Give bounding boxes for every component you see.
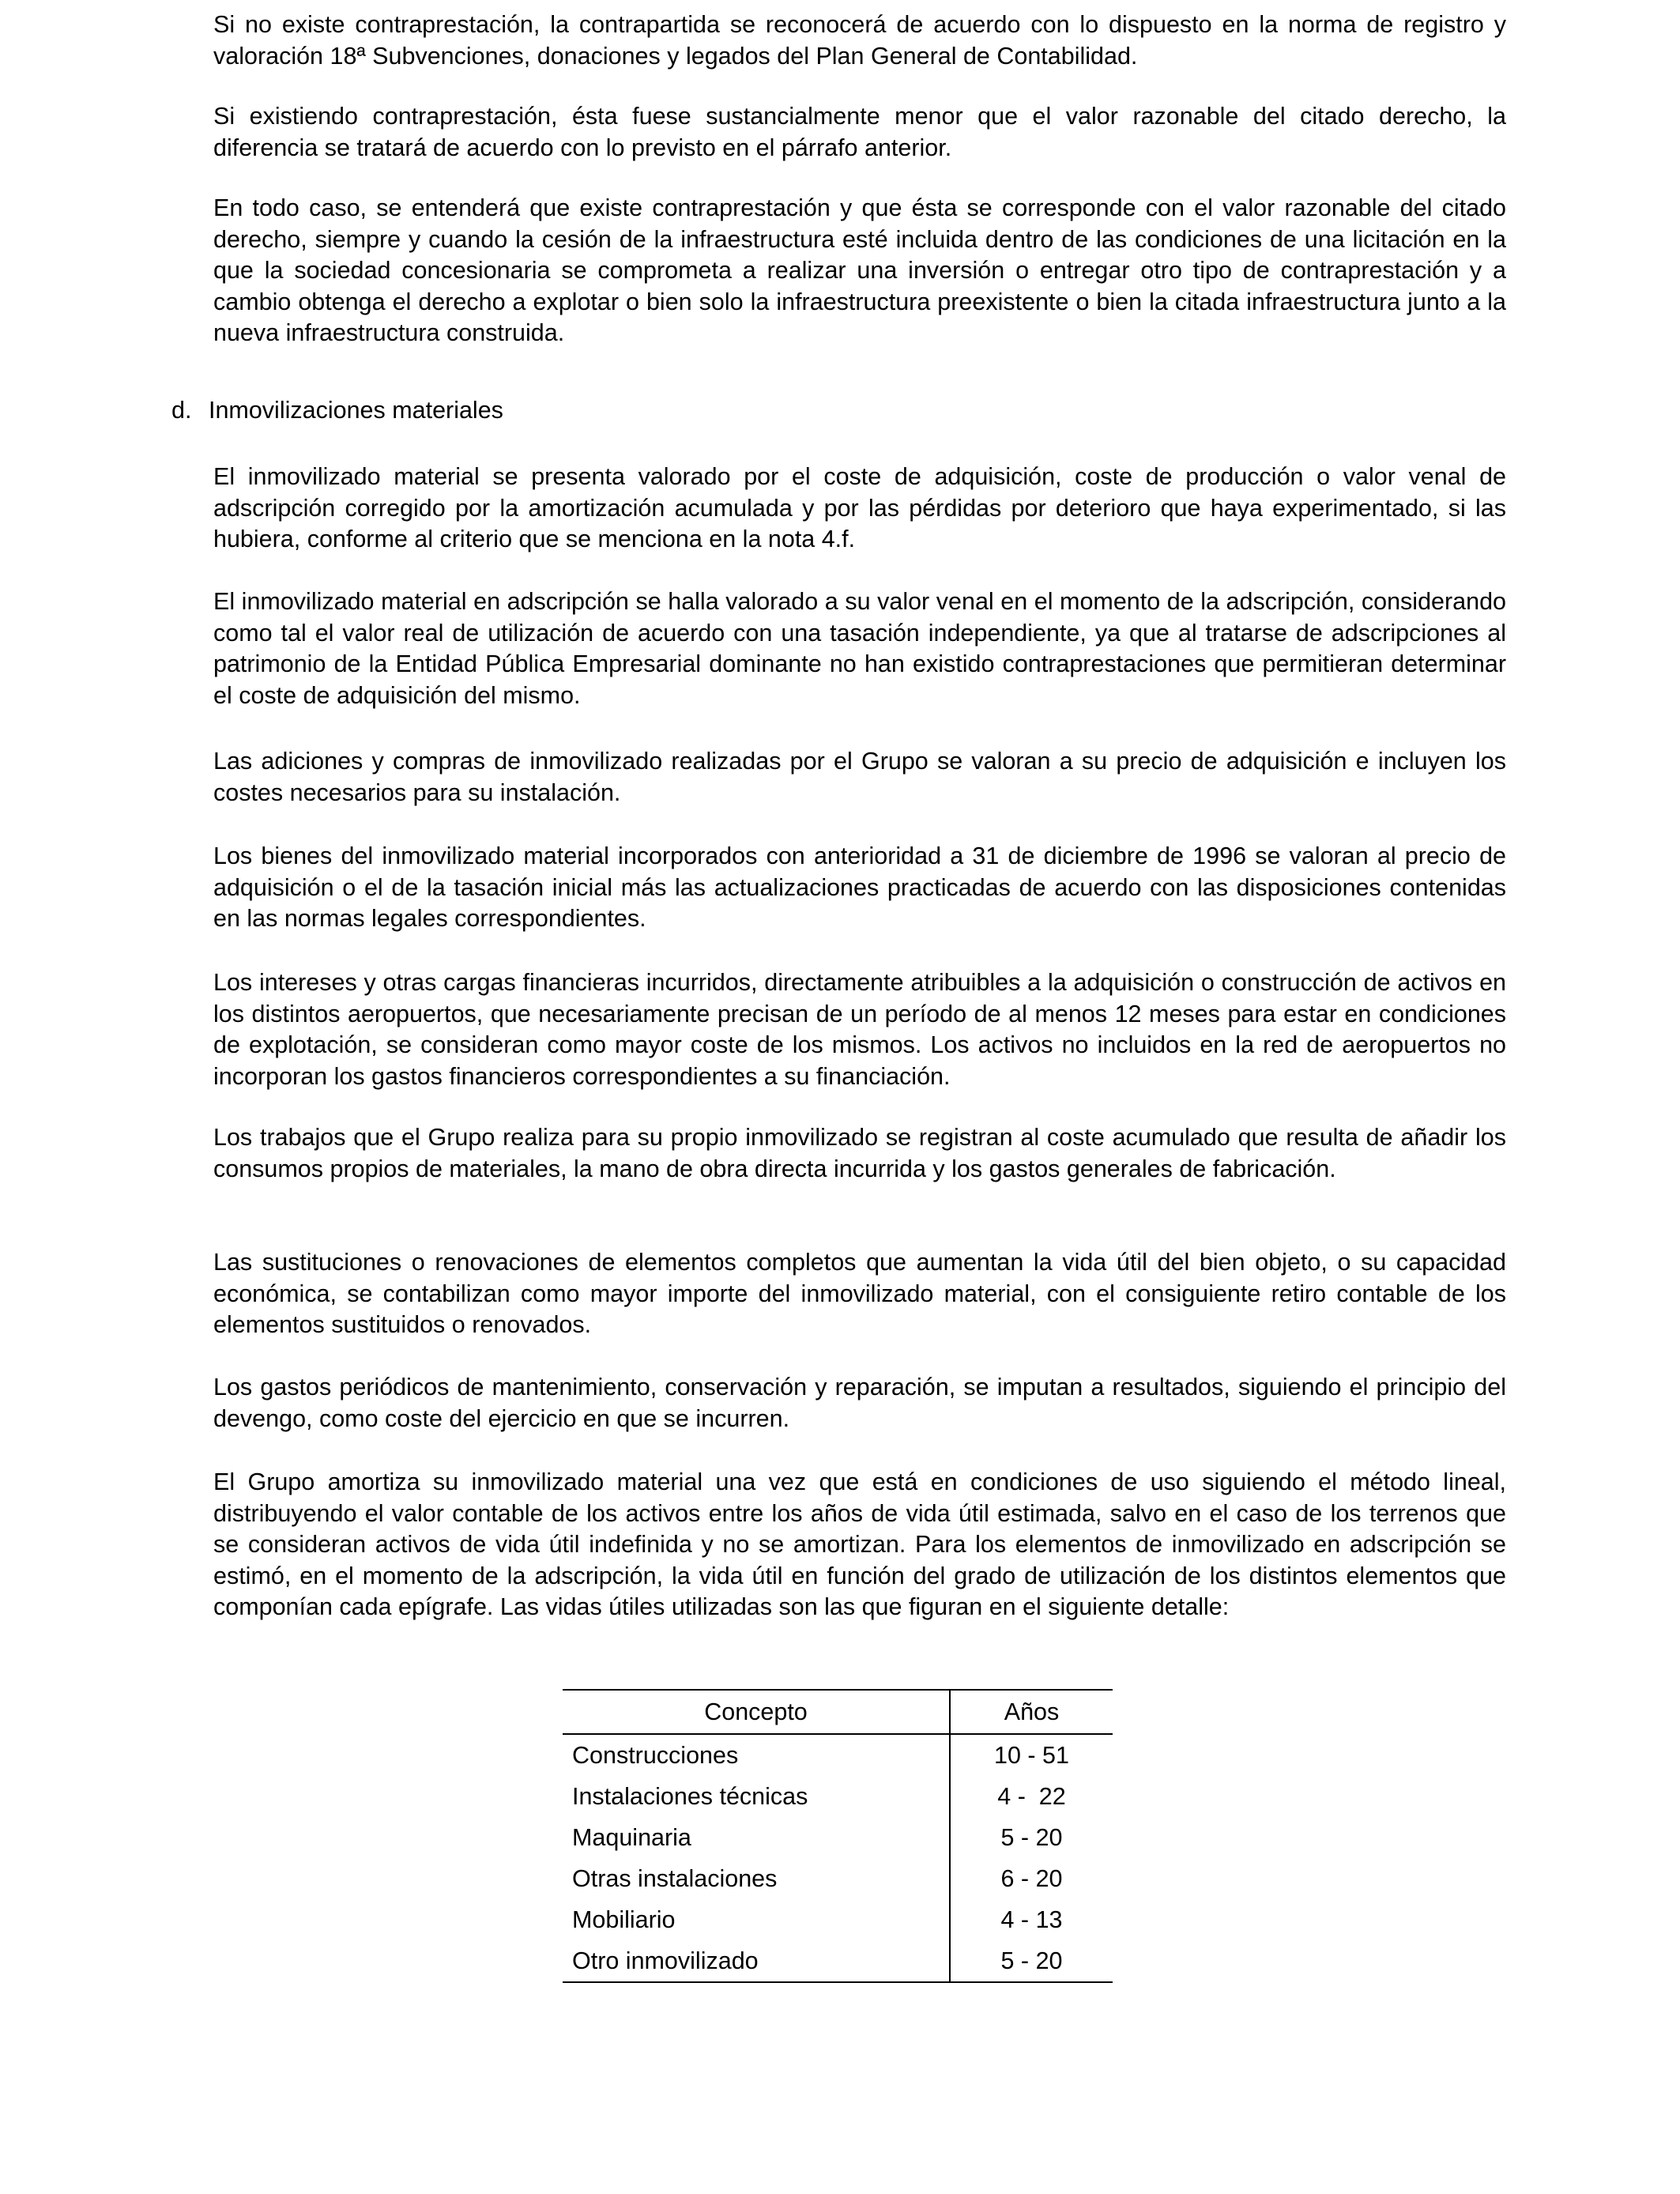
table-row xyxy=(563,1899,1113,1940)
table-row xyxy=(563,1817,1113,1858)
table-row xyxy=(563,1734,1113,1776)
header-concepto: Concepto xyxy=(563,1690,950,1734)
row-concept: Maquinaria xyxy=(572,1824,691,1851)
section-letter: d. xyxy=(171,397,192,424)
table-row xyxy=(563,1940,1113,1982)
paragraph-own-work: Los trabajos que el Grupo realiza para su propio inmovilizado se registran al coste acumulado que resulta de añadir los consumos propios de materiales, la mano de obra directa incurrida y los gastos generales de fabricación. xyxy=(213,1124,1506,1182)
paragraph-pre-1996: Los bienes del inmovilizado material incorporados con anterioridad a 31 de diciembre de 1996 se valoran al precio de adquisición o el de la tasación inicial más las actualizaciones practicadas de acuerdo con las disposiciones contenidas en las normas legales correspondientes. xyxy=(213,843,1506,932)
row-years: 4 - 13 xyxy=(950,1899,1113,1940)
paragraph-consideration-tender: En todo caso, se entenderá que existe contraprestación y que ésta se corresponde con el valor razonable del citado derecho, siempre y cuando la cesión de la infraestructura esté incluida dentro de las condiciones de una licitación en la que la sociedad concesionaria se comprometa a realizar una inversión o entregar otro tipo de contraprestación y a cambio obtenga el derecho a explotar o bien solo la infraestructura preexistente o bien la citada infraestructura junto a la nueva infraestructura construida. xyxy=(213,194,1506,346)
paragraph-interest: Los intereses y otras cargas financieras incurridos, directamente atribuibles a la adquisición o construcción de activos en los distintos aeropuertos, que necesariamente precisan de un período de al menos 12 meses para estar en condiciones de explotación, se consideran como mayor coste de los mismos. Los activos no incluidos en la red de aeropuertos no incorporan los gastos financieros correspondientes a su financiación. xyxy=(213,969,1506,1090)
paragraph-no-consideration: Si no existe contraprestación, la contrapartida se reconocerá de acuerdo con lo dispuesto en la norma de registro y valoración 18ª Subvenciones, donaciones y legados del Plan General de Contabilidad. xyxy=(213,11,1506,70)
row-years: 6 - 20 xyxy=(950,1858,1113,1899)
row-concept: Instalaciones técnicas xyxy=(572,1783,808,1810)
table-header-row xyxy=(563,1690,1113,1734)
row-years: 4 - 22 xyxy=(950,1776,1113,1817)
paragraph-adscription: El inmovilizado material en adscripción se halla valorado a su valor venal en el momento de la adscripción, considerando como tal el valor real de utilización de acuerdo con una tasación independiente, ya que al tratarse de adscripciones al patrimonio de la Entidad Pública Empresarial dominante no han existido contraprestaciones que permitieran determinar el coste de adquisición del mismo. xyxy=(213,588,1506,709)
section-title: Inmovilizaciones materiales xyxy=(209,397,503,424)
table-row xyxy=(563,1858,1113,1899)
row-concept: Mobiliario xyxy=(572,1906,676,1933)
table-row xyxy=(563,1776,1113,1817)
paragraph-depreciation: El Grupo amortiza su inmovilizado material una vez que está en condiciones de uso siguiendo el método lineal, distribuyendo el valor contable de los activos entre los años de vida útil estimada, salvo en el caso de los terrenos que se consideran activos de vida útil indefinida y no se amortizan. Para los elementos de inmovilizado en adscripción se estimó, en el momento de la adscripción, la vida útil en función del grado de utilización de los distintos elementos que componían cada epígrafe. Las vidas útiles utilizadas son las que figuran en el siguiente detalle: xyxy=(213,1468,1506,1620)
row-concept: Construcciones xyxy=(572,1742,739,1769)
row-years: 5 - 20 xyxy=(950,1817,1113,1858)
useful-lives-table xyxy=(563,1689,1113,1983)
section-heading xyxy=(171,395,503,427)
row-years: 10 - 51 xyxy=(950,1734,1113,1776)
header-anos: Años xyxy=(950,1690,1113,1734)
paragraph-maintenance: Los gastos periódicos de mantenimiento, conservación y reparación, se imputan a resultados, siguiendo el principio del devengo, como coste del ejercicio en que se incurren. xyxy=(213,1374,1506,1432)
paragraph-additions: Las adiciones y compras de inmovilizado realizadas por el Grupo se valoran a su precio de adquisición e incluyen los costes necesarios para su instalación. xyxy=(213,748,1506,806)
paragraph-consideration-lower: Si existiendo contraprestación, ésta fuese sustancialmente menor que el valor razonable del citado derecho, la diferencia se tratará de acuerdo con lo previsto en el párrafo anterior. xyxy=(213,103,1506,161)
row-concept: Otro inmovilizado xyxy=(563,1940,950,1982)
paragraph-valuation: El inmovilizado material se presenta valorado por el coste de adquisición, coste de producción o valor venal de adscripción corregido por la amortización acumulada y por las pérdidas por deterioro que haya experimentado, si las hubiera, conforme al criterio que se menciona en la nota 4.f. xyxy=(213,463,1506,552)
row-years: 5 - 20 xyxy=(950,1940,1113,1982)
paragraph-replacements: Las sustituciones o renovaciones de elementos completos que aumentan la vida útil del bien objeto, o su capacidad económica, se contabilizan como mayor importe del inmovilizado material, con el consiguiente retiro contable de los elementos sustituidos o renovados. xyxy=(213,1249,1506,1338)
row-concept: Otras instalaciones xyxy=(572,1865,778,1892)
